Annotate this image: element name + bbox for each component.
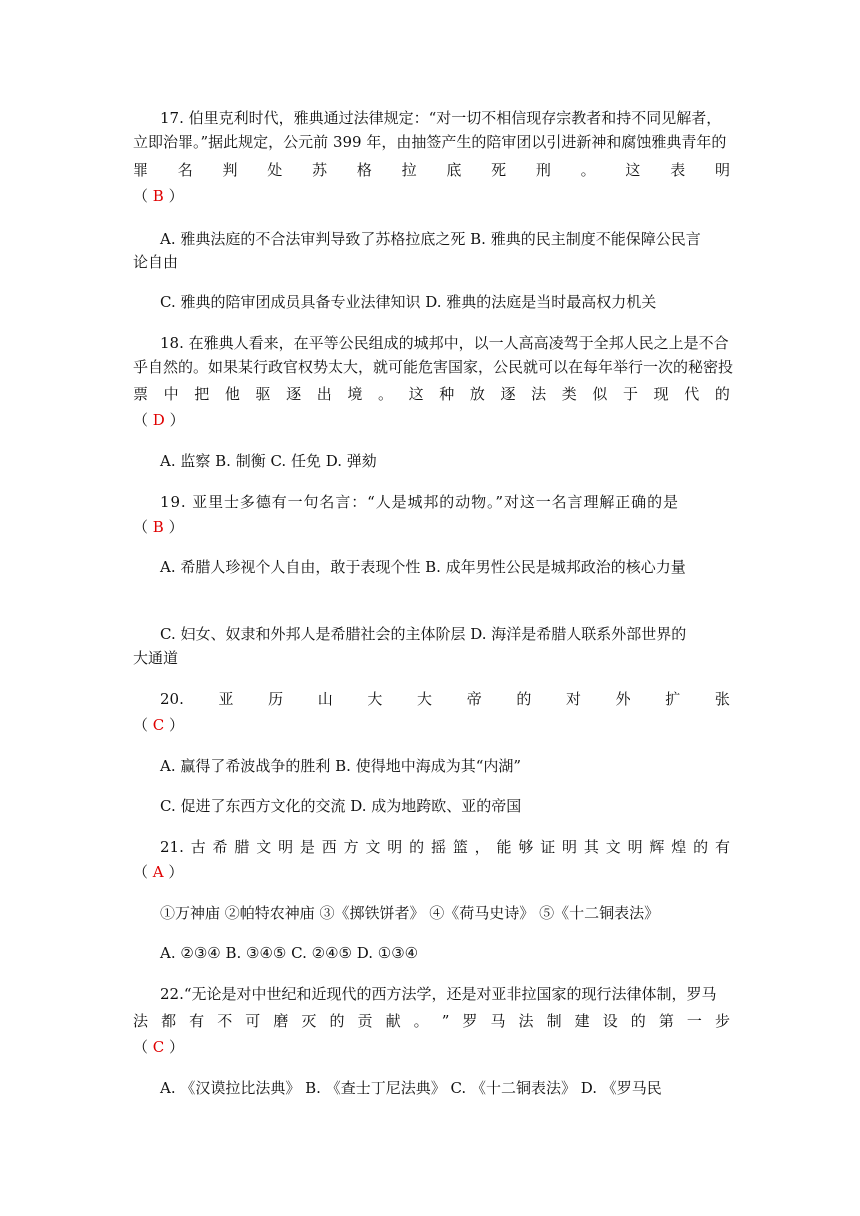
q21-stem: [160, 836, 730, 858]
justified-char: 名: [177, 161, 193, 179]
q17-stem-line1: 17. 伯里克利时代，雅典通过法律规定：“对一切不相信现存宗教者和持不同见解者，: [160, 109, 722, 127]
justified-char: 辉: [649, 838, 665, 856]
justified-char: 证: [540, 838, 556, 856]
justified-char: 似: [592, 385, 608, 403]
justified-char: 古: [190, 838, 206, 856]
justified-char: 21.: [160, 838, 184, 856]
justified-char: 腊: [234, 838, 250, 856]
justified-char: 摇: [430, 838, 446, 856]
justified-char: 的: [714, 385, 730, 403]
justified-char: 票: [133, 385, 149, 403]
justified-char: 张: [714, 690, 730, 708]
justified-char: 放: [469, 385, 485, 403]
justified-char: 。: [580, 161, 596, 179]
q19-answer: B: [152, 518, 164, 536]
q19-options-line2-wrap: 大通道: [133, 649, 179, 667]
q17-options-line2: C. 雅典的陪审团成员具备专业法律知识 D. 雅典的法庭是当时最高权力机关: [160, 293, 657, 311]
justified-char: 灭: [301, 1012, 317, 1030]
q20-answer-line: （ C ）: [133, 716, 185, 734]
justified-char: 明: [627, 838, 643, 856]
justified-char: 死: [491, 161, 507, 179]
justified-char: 是: [299, 838, 315, 856]
justified-char: 苏: [312, 161, 328, 179]
justified-char: 的: [329, 1012, 345, 1030]
justified-char: 帝: [466, 690, 482, 708]
justified-char: 逐: [286, 385, 302, 403]
q21-answer-line: （ A ）: [133, 863, 184, 881]
justified-char: 贡: [357, 1012, 373, 1030]
justified-char: 。: [378, 385, 394, 403]
justified-char: 现: [653, 385, 669, 403]
justified-char: 的: [409, 838, 425, 856]
q18-stem-line1: 18. 在雅典人看来，在平等公民组成的城邦中，以一人高高凌驾于全邦人民之上是不合: [160, 334, 729, 352]
q21-options-line1: A. ②③④ B. ③④⑤ C. ②④⑤ D. ①③④: [160, 944, 419, 962]
justified-char: 马: [490, 1012, 506, 1030]
q17-options-line1: A. 雅典法庭的不合法审判导致了苏格拉底之死 B. 雅典的民主制度不能保障公民言: [160, 230, 701, 248]
justified-char: 逐: [500, 385, 516, 403]
justified-char: 法: [518, 1012, 534, 1030]
justified-char: 够: [518, 838, 534, 856]
q18-stem-line2: 乎自然的。如果某行政官权势太大，就可能危害国家，公民就可以在每年举行一次的秘密投: [133, 358, 734, 376]
justified-char: 罪: [133, 161, 149, 179]
justified-char: 希: [212, 838, 228, 856]
q18-options-line1: A. 监察 B. 制衡 C. 任免 D. 弹劾: [160, 452, 377, 470]
justified-char: 拉: [401, 161, 417, 179]
justified-char: 这: [625, 161, 641, 179]
justified-char: 的: [516, 690, 532, 708]
justified-char: 文: [605, 838, 621, 856]
justified-char: 大: [417, 690, 433, 708]
justified-char: 有: [189, 1012, 205, 1030]
q19-options-line2: C. 妇女、奴隶和外邦人是希腊社会的主体阶层 D. 海洋是希腊人联系外部世界的: [160, 625, 687, 643]
justified-char: 明: [562, 838, 578, 856]
justified-char: 处: [267, 161, 283, 179]
justified-char: ”: [441, 1012, 450, 1030]
justified-char: 献: [385, 1012, 401, 1030]
q20-options-line1: A. 赢得了希波战争的胜利 B. 使得地中海成为其“内湖”: [160, 757, 522, 775]
justified-char: 罗: [462, 1012, 478, 1030]
justified-char: 文: [365, 838, 381, 856]
q17-stem-line3: [133, 159, 730, 181]
justified-char: 的: [630, 1012, 646, 1030]
justified-char: 建: [574, 1012, 590, 1030]
justified-char: 都: [161, 1012, 177, 1030]
q17-stem-line2: 立即治罪。”据此规定，公元前 399 年，由抽签产生的陪审团以引进新神和腐蚀雅典青年的: [133, 133, 727, 151]
q22-stem-line2: [133, 1010, 730, 1032]
justified-char: 表: [670, 161, 686, 179]
justified-char: 扩: [665, 690, 681, 708]
q22-answer-line: （ C ）: [133, 1038, 185, 1056]
q17-answer: B: [152, 187, 164, 205]
justified-char: 亚: [218, 690, 234, 708]
justified-char: 这: [408, 385, 424, 403]
justified-char: 于: [623, 385, 639, 403]
q21-answer: A: [152, 863, 164, 881]
q22-stem-line1: 22.“无论是对中世纪和近现代的西方法学，还是对亚非拉国家的现行法律体制，罗马: [160, 985, 717, 1003]
justified-char: 法: [133, 1012, 149, 1030]
justified-char: 其: [583, 838, 599, 856]
justified-char: 对: [565, 690, 581, 708]
justified-char: 山: [317, 690, 333, 708]
justified-char: 大: [367, 690, 383, 708]
q18-answer-line: （ D ）: [133, 411, 185, 429]
justified-char: 他: [224, 385, 240, 403]
q22-options-line1: A. 《汉谟拉比法典》 B. 《查士丁尼法典》 C. 《十二铜表法》 D. 《罗马民: [160, 1079, 662, 1097]
justified-char: 出: [316, 385, 332, 403]
q20-options-line2: C. 促进了东西方文化的交流 D. 成为地跨欧、亚的帝国: [160, 797, 522, 815]
justified-char: 种: [439, 385, 455, 403]
justified-char: 把: [194, 385, 210, 403]
justified-char: 能: [496, 838, 512, 856]
q19-answer-line: （ B ）: [133, 518, 184, 536]
justified-char: 西: [321, 838, 337, 856]
justified-char: 判: [222, 161, 238, 179]
q20-answer: C: [152, 716, 165, 734]
justified-char: 方: [343, 838, 359, 856]
justified-char: 有: [714, 838, 730, 856]
justified-char: 制: [546, 1012, 562, 1030]
justified-char: 20.: [160, 690, 184, 708]
q18-answer: D: [152, 411, 165, 429]
justified-char: 磨: [273, 1012, 289, 1030]
justified-char: 煌: [671, 838, 687, 856]
justified-char: 驱: [255, 385, 271, 403]
justified-char: 第: [658, 1012, 674, 1030]
q20-stem: [160, 688, 730, 710]
justified-char: 不: [217, 1012, 233, 1030]
q17-answer-line: （ B ）: [133, 187, 184, 205]
q19-options-line1: A. 希腊人珍视个人自由，敢于表现个性 B. 成年男性公民是城邦政治的核心力量: [160, 558, 686, 576]
justified-char: 中: [163, 385, 179, 403]
justified-char: 格: [356, 161, 372, 179]
justified-char: ，: [474, 838, 490, 856]
q19-stem-line1: 19. 亚里士多德有一句名言：“人是城邦的动物。”对这一名言理解正确的是: [160, 493, 679, 511]
justified-char: 一: [686, 1012, 702, 1030]
justified-char: 设: [602, 1012, 618, 1030]
justified-char: 底: [446, 161, 462, 179]
justified-char: 刑: [535, 161, 551, 179]
justified-char: 的: [693, 838, 709, 856]
justified-char: 境: [347, 385, 363, 403]
justified-char: 步: [714, 1012, 730, 1030]
justified-char: 类: [561, 385, 577, 403]
justified-char: 明: [387, 838, 403, 856]
justified-char: 历: [268, 690, 284, 708]
q17-options-line1-wrap: 论自由: [133, 253, 179, 271]
justified-char: 外: [615, 690, 631, 708]
justified-char: 明: [278, 838, 294, 856]
q22-answer: C: [152, 1038, 165, 1056]
q18-stem-line3: [133, 383, 730, 405]
justified-char: 代: [684, 385, 700, 403]
q21-items-line: ①万神庙 ②帕特农神庙 ③《掷铁饼者》 ④《荷马史诗》 ⑤《十二铜表法》: [160, 904, 660, 922]
justified-char: 明: [714, 161, 730, 179]
justified-char: 可: [245, 1012, 261, 1030]
justified-char: 篮: [452, 838, 468, 856]
justified-char: 法: [531, 385, 547, 403]
justified-char: 文: [256, 838, 272, 856]
justified-char: 。: [413, 1012, 429, 1030]
